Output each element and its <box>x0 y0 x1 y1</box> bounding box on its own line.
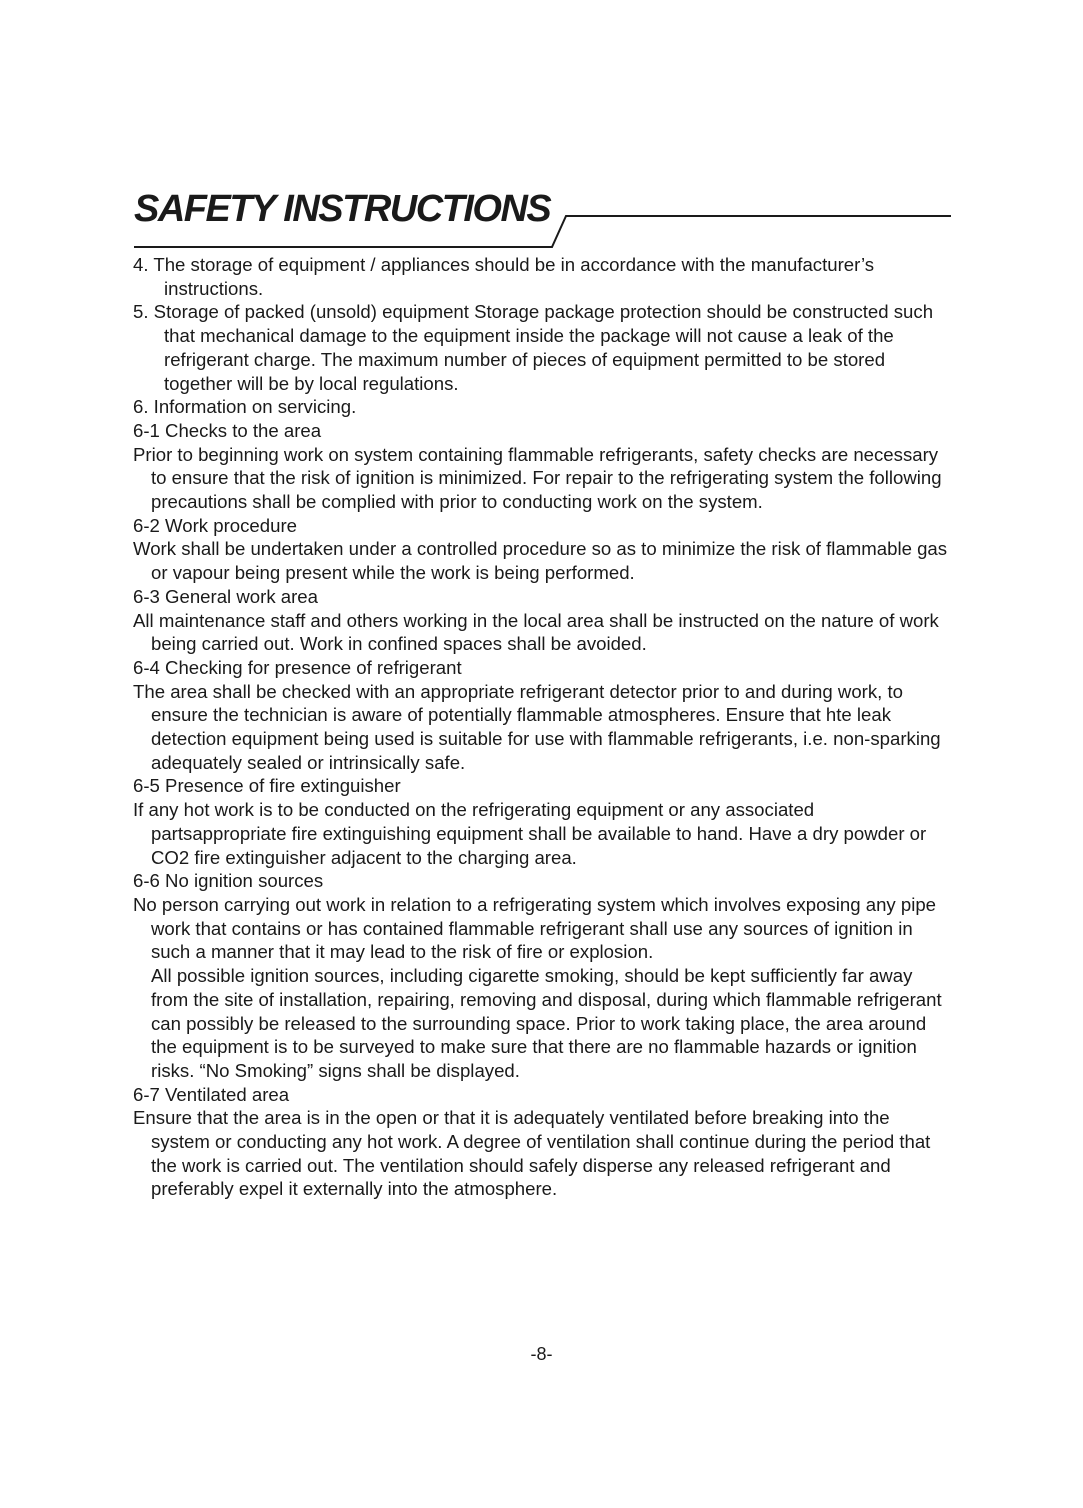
section-heading-6-5: 6-5 Presence of fire extinguisher <box>133 775 401 797</box>
section-heading-6-3: 6-3 General work area <box>133 585 318 607</box>
section-body-6-1: Prior to beginning work on system containing flammable refrigerants, safety checks are necessary to ensure that the risk of ignition is minimized. For repair to the refrigerating system the following precautions shall be complied with prior to conducting work on the system. <box>133 443 942 513</box>
section-heading-6-2: 6-2 Work procedure <box>133 514 297 536</box>
section-heading-6-1: 6-1 Checks to the area <box>133 419 322 441</box>
page-title: SAFETY INSTRUCTIONS <box>134 188 551 230</box>
section-body-6-6: No person carrying out work in relation to a refrigerating system which involves exposing any pipe work that contains or has contained flammable refrigerant shall use any sources of ignition in such a manner that it may lead to the risk of fire or explosion. <box>133 893 937 963</box>
page-number: -8- <box>530 1344 553 1364</box>
section-heading-6-4: 6-4 Checking for presence of refrigerant <box>133 656 462 678</box>
section-heading-6-6: 6-6 No ignition sources <box>133 870 324 892</box>
section-body-6-4: The area shall be checked with an appropriate refrigerant detector prior to and during work, to ensure the technician is aware of potentially flammable atmospheres. Ensure that hte leak detection equipment being used is suitable for use with flammable refrigerants, i.e. non-sparking adequately sealed or intrinsically safe. <box>133 680 941 773</box>
page-header <box>0 0 1083 260</box>
section-body-6-3: All maintenance staff and others working in the local area shall be instructed on the nature of work being carried out. Work in confined spaces shall be avoided. <box>133 609 939 655</box>
section-body-6-5: If any hot work is to be conducted on the refrigerating equipment or any associated partsappropriate fire extinguishing equipment shall be available to hand. Have a dry powder or CO2 fire extinguisher adjacent to the charging area. <box>133 799 927 868</box>
instructions-body <box>133 253 953 1201</box>
section-heading-6-7: 6-7 Ventilated area <box>133 1083 290 1105</box>
title-rule <box>0 0 1083 260</box>
section-body-6-6-continued: All possible ignition sources, including cigarette smoking, should be kept sufficiently far away from the site of installation, repairing, removing and disposal, during which flammable refrigerant can possibly be released to the surrounding space. Prior to work taking place, the area around the equipment is to be surveyed to make sure that there are no flammable hazards or ignition risks. “No Smoking” signs shall be displayed. <box>151 965 942 1081</box>
instruction-item-6: 6. Information on servicing. <box>133 396 357 418</box>
instruction-item-5: 5. Storage of packed (unsold) equipment Storage package protection should be constructed such that mechanical damage to the equipment inside the package will not cause a leak of the refrigerant charge. The maximum number of pieces of equipment permitted to be stored together will be by local regulations. <box>133 301 934 394</box>
instruction-item-4: 4. The storage of equipment / appliances should be in accordance with the manufacturer’s instructions. <box>133 254 875 299</box>
section-body-6-7: Ensure that the area is in the open or that it is adequately ventilated before breaking into the system or conducting any hot work. A degree of ventilation shall continue during the period that the work is carried out. The ventilation should safely disperse any released refrigerant and preferably expel it externally into the atmosphere. <box>133 1107 931 1200</box>
section-body-6-2: Work shall be undertaken under a controlled procedure so as to minimize the risk of flammable gas or vapour being present while the work is being performed. <box>133 538 948 584</box>
